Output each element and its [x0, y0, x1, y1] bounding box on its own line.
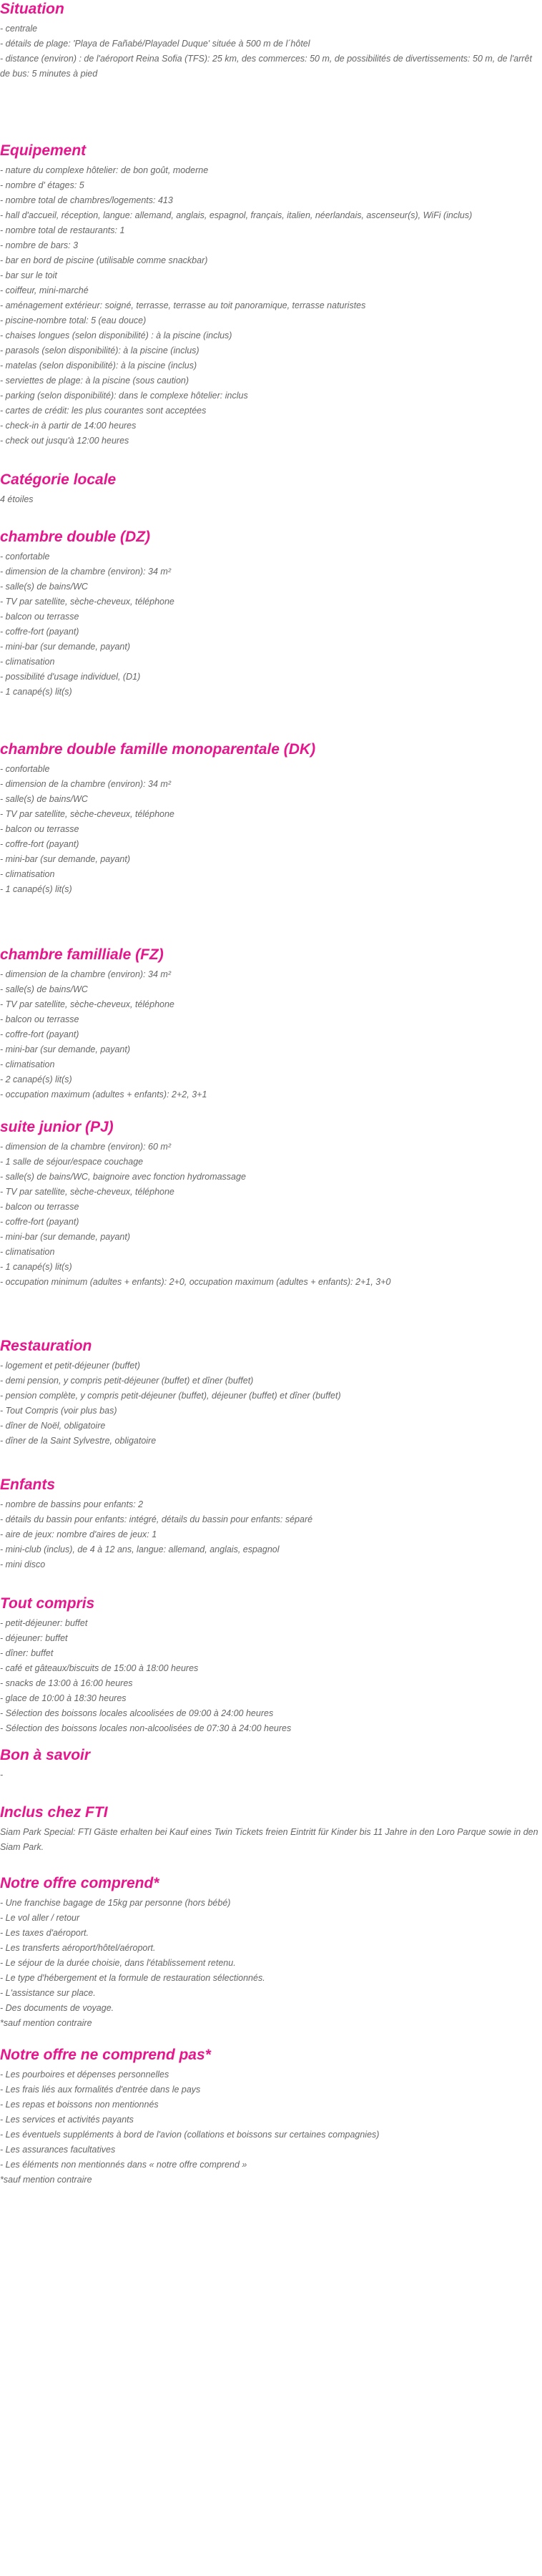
- list-item: - TV par satellite, sèche-cheveux, téléphone: [0, 597, 174, 607]
- room-dz-list: [0, 549, 542, 700]
- list-item: - coffre-fort (payant): [0, 1217, 79, 1227]
- list-item: - climatisation: [0, 869, 55, 879]
- list-item: - hall d'accueil, réception, langue: allemand, anglais, espagnol, français, italien, néerlandais, ascenseur(s), WiFi (inclus): [0, 210, 473, 220]
- section-title: Situation: [0, 1, 64, 17]
- section-title: suite junior (PJ): [0, 1119, 114, 1135]
- list-item: - parasols (selon disponibilité): à la piscine (inclus): [0, 346, 199, 356]
- list-item: - Des documents de voyage.: [0, 2003, 114, 2013]
- list-item: - nombre de bars: 3: [0, 240, 79, 250]
- section-offre-comprend: [0, 1874, 542, 2046]
- section-title: Equipement: [0, 142, 87, 159]
- list-item: - climatisation: [0, 1247, 55, 1257]
- list-item: - dîner: buffet: [0, 1648, 54, 1658]
- list-item: - Le séjour de la durée choisie, dans l'établissement retenu.: [0, 1958, 236, 1968]
- section-situation: [0, 0, 542, 142]
- list-item: - glace de 10:00 à 18:30 heures: [0, 1693, 127, 1703]
- room-fz-list: [0, 967, 542, 1102]
- list-item: - 1 canapé(s) lit(s): [0, 884, 72, 894]
- room-dk-list: [0, 762, 542, 897]
- list-item: - mini-club (inclus), de 4 à 12 ans, langue: allemand, anglais, espagnol: [0, 1544, 280, 1554]
- list-item: - aire de jeux: nombre d'aires de jeux: 1: [0, 1529, 157, 1539]
- section-enfants: [0, 1476, 542, 1595]
- section-categorie: [0, 471, 542, 528]
- list-item: - coiffeur, mini-marché: [0, 285, 89, 295]
- list-item: - aménagement extérieur: soigné, terrasse, terrasse au toit panoramique, terrasse naturistes: [0, 300, 366, 310]
- section-equipement: [0, 142, 542, 471]
- restauration-list: [0, 1358, 542, 1449]
- list-item: - salle(s) de bains/WC: [0, 582, 88, 592]
- section-title: chambre double famille monoparentale (DK): [0, 741, 316, 758]
- list-item: - nature du complexe hôtelier: de bon goût, moderne: [0, 165, 209, 175]
- list-item: - climatisation: [0, 657, 55, 667]
- list-item: - Le vol aller / retour: [0, 1913, 80, 1923]
- list-item: - dimension de la chambre (environ): 60 m²: [0, 1142, 171, 1152]
- section-offre-ne-comprend-pas: [0, 2046, 542, 2211]
- list-item: *sauf mention contraire: [0, 2175, 92, 2185]
- section-room-dz: [0, 528, 542, 740]
- list-item: - nombre de bassins pour enfants: 2: [0, 1499, 144, 1509]
- list-item: - Les repas et boissons non mentionnés: [0, 2100, 159, 2110]
- list-item: - possibilité d'usage individuel, (D1): [0, 672, 141, 682]
- list-item: -: [0, 1770, 4, 1780]
- list-item: - 1 canapé(s) lit(s): [0, 687, 72, 697]
- list-item: - 2 canapé(s) lit(s): [0, 1074, 72, 1084]
- list-item: - 1 canapé(s) lit(s): [0, 1262, 72, 1272]
- list-item: - petit-déjeuner: buffet: [0, 1618, 88, 1628]
- section-title: Tout compris: [0, 1595, 95, 1612]
- section-title: Enfants: [0, 1476, 56, 1493]
- list-item: - Les transferts aéroport/hôtel/aéroport.: [0, 1943, 156, 1953]
- list-item: - occupation maximum (adultes + enfants): 2+2, 3+1: [0, 1089, 207, 1100]
- list-item: - L'assistance sur place.: [0, 1988, 96, 1998]
- list-item: - TV par satellite, sèche-cheveux, téléphone: [0, 999, 174, 1009]
- list-item: - matelas (selon disponibilité): à la piscine (inclus): [0, 361, 197, 371]
- list-item: - salle(s) de bains/WC: [0, 794, 88, 804]
- list-item: - occupation minimum (adultes + enfants): 2+0, occupation maximum (adultes + enfants): 2+1, 3+0: [0, 1277, 391, 1287]
- inclus-fti-list: [0, 1825, 542, 1855]
- list-item: - balcon ou terrasse: [0, 1014, 79, 1024]
- list-item: - mini disco: [0, 1559, 46, 1569]
- list-item: - check out jusqu'à 12:00 heures: [0, 436, 129, 446]
- list-item: - détails de plage: 'Playa de Fañabé/Playadel Duque' située à 500 m de l´hôtel: [0, 39, 310, 49]
- list-item: - détails du bassin pour enfants: intégré, détails du bassin pour enfants: séparé: [0, 1514, 313, 1524]
- list-item: 4 étoiles: [0, 494, 34, 504]
- list-item: - 1 salle de séjour/espace couchage: [0, 1157, 144, 1167]
- offre-comprend-list: [0, 1896, 542, 2031]
- list-item: - centrale: [0, 24, 38, 34]
- list-item: - Les services et activités payants: [0, 2115, 134, 2125]
- list-item: - bar en bord de piscine (utilisable comme snackbar): [0, 255, 208, 265]
- list-item: - mini-bar (sur demande, payant): [0, 1232, 131, 1242]
- list-item: - confortable: [0, 764, 50, 774]
- list-item: - mini-bar (sur demande, payant): [0, 642, 131, 652]
- list-item: - mini-bar (sur demande, payant): [0, 1044, 131, 1054]
- list-item: - check-in à partir de 14:00 heures: [0, 421, 137, 431]
- list-item: - Les pourboires et dépenses personnelles: [0, 2070, 169, 2080]
- list-item: - balcon ou terrasse: [0, 1202, 79, 1212]
- section-room-dk: [0, 740, 542, 946]
- list-item: - snacks de 13:00 à 16:00 heures: [0, 1678, 133, 1688]
- list-item: - café et gâteaux/biscuits de 15:00 à 18:00 heures: [0, 1663, 199, 1673]
- room-pj-list: [0, 1140, 542, 1290]
- list-item: - nombre total de chambres/logements: 413: [0, 195, 173, 205]
- list-item: - coffre-fort (payant): [0, 627, 79, 637]
- list-item: - Sélection des boissons locales non-alcoolisées de 07:30 à 24:00 heures: [0, 1723, 292, 1733]
- section-room-pj: [0, 1118, 542, 1337]
- list-item: - chaises longues (selon disponibilité) : à la piscine (inclus): [0, 330, 232, 341]
- list-item: - TV par satellite, sèche-cheveux, téléphone: [0, 809, 174, 819]
- section-restauration: [0, 1337, 542, 1476]
- list-item: - coffre-fort (payant): [0, 1029, 79, 1039]
- list-item: Siam Park Special: FTI Gäste erhalten bei Kauf eines Twin Tickets freien Eintritt für Kinder bis 11 Jahre in den Loro Parque sowie in den Siam Park.: [0, 1827, 538, 1852]
- list-item: - salle(s) de bains/WC: [0, 984, 88, 994]
- list-item: - TV par satellite, sèche-cheveux, téléphone: [0, 1187, 174, 1197]
- tout-compris-list: [0, 1616, 542, 1736]
- list-item: - nombre d' étages: 5: [0, 180, 84, 190]
- list-item: - logement et petit-déjeuner (buffet): [0, 1361, 140, 1371]
- list-item: - balcon ou terrasse: [0, 612, 79, 622]
- enfants-list: [0, 1497, 542, 1572]
- list-item: - demi pension, y compris petit-déjeuner (buffet) et dîner (buffet): [0, 1376, 254, 1386]
- list-item: - dimension de la chambre (environ): 34 m²: [0, 567, 171, 577]
- list-item: - balcon ou terrasse: [0, 824, 79, 834]
- section-tout-compris: [0, 1595, 542, 1746]
- list-item: *sauf mention contraire: [0, 2018, 92, 2028]
- list-item: - mini-bar (sur demande, payant): [0, 854, 131, 864]
- list-item: - dîner de la Saint Sylvestre, obligatoire: [0, 1436, 157, 1446]
- list-item: - cartes de crédit: les plus courantes sont acceptées: [0, 406, 207, 416]
- section-title: Restauration: [0, 1338, 92, 1354]
- bon-a-savoir-list: [0, 1768, 542, 1783]
- situation-list: [0, 21, 542, 82]
- list-item: - salle(s) de bains/WC, baignoire avec fonction hydromassage: [0, 1172, 246, 1182]
- list-item: - déjeuner: buffet: [0, 1633, 68, 1643]
- list-item: - Les frais liés aux formalités d'entrée dans le pays: [0, 2085, 201, 2095]
- list-item: - coffre-fort (payant): [0, 839, 79, 849]
- list-item: - confortable: [0, 552, 50, 562]
- section-title: Catégorie locale: [0, 471, 117, 488]
- list-item: - Le type d'hébergement et la formule de restauration sélectionnés.: [0, 1973, 265, 1983]
- section-inclus-fti: [0, 1803, 542, 1874]
- list-item: - pension complète, y compris petit-déjeuner (buffet), déjeuner (buffet) et dîner (buffet): [0, 1391, 341, 1401]
- section-title: chambre double (DZ): [0, 529, 151, 545]
- section-title: Inclus chez FTI: [0, 1804, 108, 1821]
- list-item: - Tout Compris (voir plus bas): [0, 1406, 117, 1416]
- list-item: - serviettes de plage: à la piscine (sous caution): [0, 376, 189, 386]
- section-bon-a-savoir: [0, 1746, 542, 1803]
- list-item: - Sélection des boissons locales alcoolisées de 09:00 à 24:00 heures: [0, 1708, 274, 1718]
- list-item: - distance (environ) : de l'aéroport Reina Sofia (TFS): 25 km, des commerces: 50 m, de possibilités de divertissements: 50 m, de l'arrêt de bus: 5 minutes à pied: [0, 54, 532, 79]
- section-title: chambre familliale (FZ): [0, 946, 164, 963]
- section-title: Bon à savoir: [0, 1747, 91, 1763]
- list-item: - Les taxes d'aéroport.: [0, 1928, 89, 1938]
- section-title: Notre offre comprend*: [0, 1875, 159, 1891]
- list-item: - nombre total de restaurants: 1: [0, 225, 125, 235]
- equipement-list: [0, 163, 542, 449]
- list-item: - dimension de la chambre (environ): 34 m²: [0, 779, 171, 789]
- list-item: - Les éléments non mentionnés dans « notre offre comprend »: [0, 2160, 247, 2170]
- list-item: - Les assurances facultatives: [0, 2145, 116, 2155]
- section-title: Notre offre ne comprend pas*: [0, 2047, 211, 2063]
- offre-ne-comprend-pas-list: [0, 2067, 542, 2188]
- categorie-list: [0, 492, 542, 507]
- list-item: - dîner de Noël, obligatoire: [0, 1421, 106, 1431]
- list-item: - Une franchise bagage de 15kg par personne (hors bébé): [0, 1898, 231, 1908]
- list-item: - climatisation: [0, 1059, 55, 1069]
- section-room-fz: [0, 946, 542, 1118]
- list-item: - piscine-nombre total: 5 (eau douce): [0, 315, 147, 325]
- list-item: - Les éventuels suppléments à bord de l'avion (collations et boissons sur certaines compagnies): [0, 2130, 380, 2140]
- list-item: - dimension de la chambre (environ): 34 m²: [0, 969, 171, 979]
- list-item: - bar sur le toit: [0, 270, 57, 280]
- list-item: - parking (selon disponibilité): dans le complexe hôtelier: inclus: [0, 391, 248, 401]
